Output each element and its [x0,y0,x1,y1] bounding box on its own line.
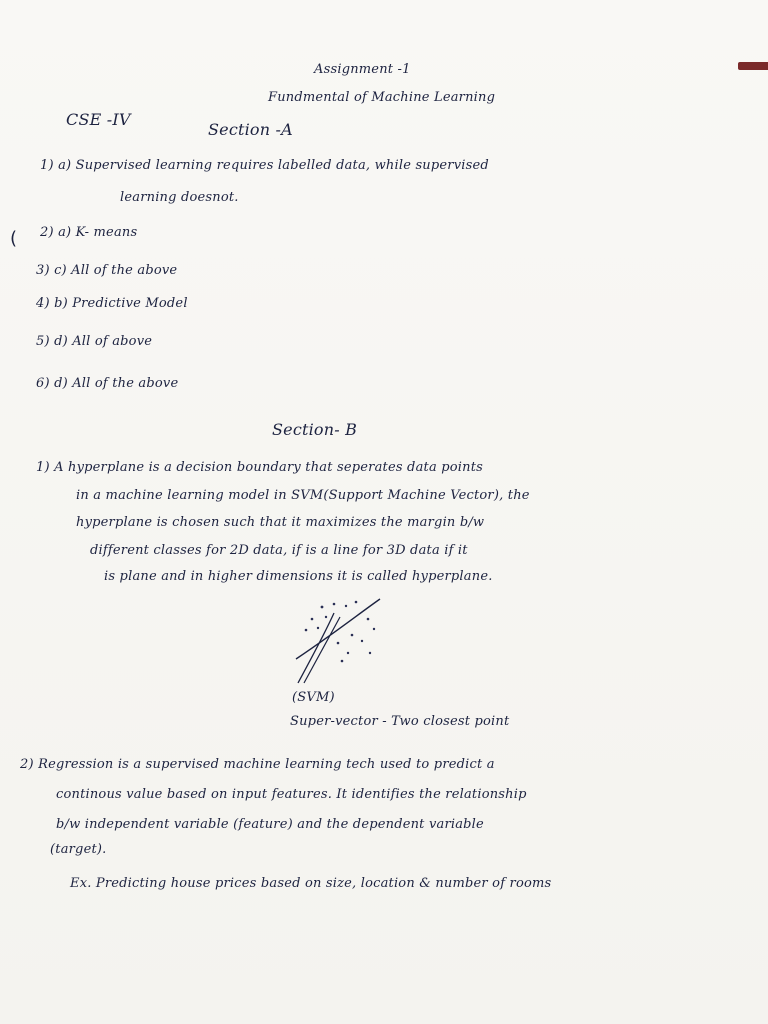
section-b-answer-2-line-4: (target). [50,842,107,857]
course-title: Fundmental of Machine Learning [268,90,496,105]
section-b-answer-1-line-3: hyperplane is chosen such that it maximizes the margin b/w [76,515,485,530]
section-b-answer-2-line-1: 2) Regression is a supervised machine learning tech used to predict a [20,757,495,772]
section-b-heading: Section- B [272,420,358,439]
class-label: CSE -IV [66,110,131,129]
diagram-caption: Super-vector - Two closest point [290,714,510,729]
section-a-answer-1-continued: learning doesnot. [120,190,239,205]
section-b-answer-1-line-4: different classes for 2D data, if is a line for 3D data if it [90,543,468,558]
section-a-answer-3: 3) c) All of the above [36,263,178,278]
section-b-answer-1-line-5: is plane and in higher dimensions it is called hyperplane. [104,569,493,584]
diagram-label: (SVM) [292,690,335,705]
page-margin-mark [738,62,768,70]
section-a-answer-1: 1) a) Supervised learning requires labelled data, while supervised [40,158,489,173]
section-b-answer-1-line-1: 1) A hyperplane is a decision boundary that seperates data points [36,460,484,475]
section-b-answer-2-line-2: continous value based on input features. It identifies the relationship [56,787,527,802]
section-b-answer-2-line-3: b/w independent variable (feature) and the dependent variable [56,817,484,832]
section-a-heading: Section -A [208,120,293,139]
svm-hyperplane-sketch [282,595,392,690]
section-b-answer-1-line-2: in a machine learning model in SVM(Support Machine Vector), the [76,488,530,503]
section-a-answer-4: 4) b) Predictive Model [36,296,188,311]
section-b-answer-2-line-5: Ex. Predicting house prices based on size, location & number of rooms [70,876,552,891]
assignment-title: Assignment -1 [314,62,411,77]
section-a-answer-2: 2) a) K- means [40,225,138,240]
margin-bracket: ( [10,228,18,249]
section-a-answer-6: 6) d) All of the above [36,376,179,391]
section-a-answer-5: 5) d) All of above [36,334,153,349]
